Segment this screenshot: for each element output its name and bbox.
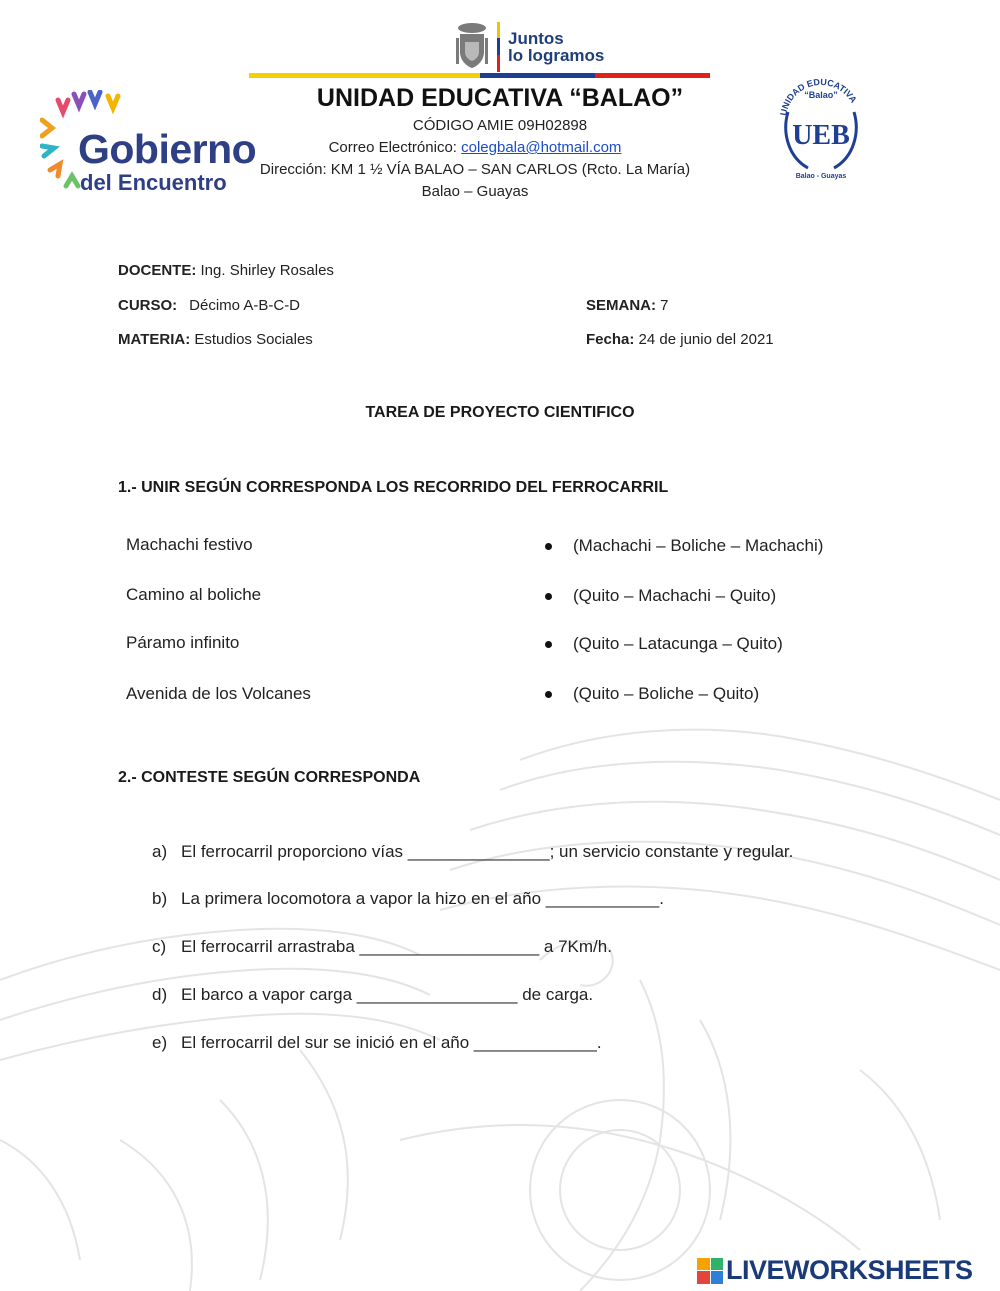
- liveworksheets-logo[interactable]: [697, 1255, 973, 1286]
- teacher-value: Ing. Shirley Rosales: [196, 262, 334, 279]
- liveworksheets-wordmark: LIVEWORKSHEETS: [726, 1255, 973, 1285]
- task-title: TAREA DE PROYECTO CIENTIFICO: [365, 404, 635, 421]
- course-label: CURSO:: [118, 297, 178, 314]
- match-right-item[interactable]: [545, 536, 823, 556]
- coat-of-arms-watermark: [0, 720, 1000, 1291]
- slogan-line-1: Juntos: [508, 29, 564, 48]
- address-line: Dirección: KM 1 ½ VÍA BALAO – SAN CARLOS (Rcto. La María): [259, 161, 691, 178]
- question-item[interactable]: [152, 889, 664, 909]
- route-text: (Quito – Latacunga – Quito): [573, 634, 783, 653]
- date-value: 24 de junio del 2021: [634, 331, 774, 348]
- subject-row: [118, 331, 313, 348]
- teacher-label: DOCENTE:: [118, 262, 197, 279]
- route-text: (Machachi – Boliche – Machachi): [573, 536, 824, 555]
- question-label: d): [152, 985, 168, 1004]
- date-row: [586, 331, 774, 348]
- svg-text:Balao - Guayas: Balao - Guayas: [795, 173, 847, 180]
- svg-text:UEB: UEB: [792, 120, 850, 151]
- bullet-icon: [545, 641, 552, 648]
- question-label: b): [152, 889, 168, 908]
- route-text: (Quito – Machachi – Quito): [573, 586, 777, 605]
- svg-text:UNIDAD EDUCATIVA: UNIDAD EDUCATIVA: [778, 76, 859, 117]
- question-label: c): [152, 937, 167, 956]
- question-item[interactable]: [152, 937, 612, 957]
- school-name-title: UNIDAD EDUCATIVA “BALAO”: [316, 84, 684, 112]
- question-item[interactable]: [152, 842, 793, 862]
- gobierno-wordmark: Gobierno: [78, 126, 257, 172]
- route-text: (Quito – Boliche – Quito): [573, 684, 760, 703]
- match-left-item[interactable]: Páramo infinito: [126, 633, 240, 652]
- flag-color-bar: [249, 73, 710, 78]
- question-label: a): [152, 842, 168, 861]
- week-value: 7: [656, 297, 669, 314]
- course-row: [118, 297, 300, 314]
- section-1-title: 1.- UNIR SEGÚN CORRESPONDA LOS RECORRIDO DEL FERROCARRIL: [118, 479, 669, 496]
- match-right-item[interactable]: [545, 634, 783, 654]
- course-value: Décimo A-B-C-D: [189, 297, 301, 314]
- section-2-title: 2.- CONTESTE SEGÚN CORRESPONDA: [118, 769, 421, 786]
- bullet-icon: [545, 691, 552, 698]
- question-text: El barco a vapor carga _________________ de carga.: [181, 985, 594, 1004]
- email-label: Correo Electrónico:: [328, 139, 462, 156]
- match-left-item[interactable]: Avenida de los Volcanes: [126, 684, 311, 703]
- question-text: La primera locomotora a vapor la hizo en el año ____________.: [181, 889, 664, 908]
- city-line: Balao – Guayas: [421, 183, 529, 200]
- week-label: SEMANA:: [586, 297, 656, 314]
- slogan-line-2: lo logramos: [508, 46, 605, 65]
- bullet-icon: [545, 543, 552, 550]
- question-text: El ferrocarril arrastraba ___________________ a 7Km/h.: [181, 937, 612, 956]
- question-text: El ferrocarril proporciono vías _______________; un servicio constante y regular.: [181, 842, 794, 861]
- date-label: Fecha:: [586, 331, 635, 348]
- subject-value: Estudios Sociales: [190, 331, 313, 348]
- question-item[interactable]: [152, 1033, 602, 1053]
- bullet-icon: [545, 593, 552, 600]
- match-left-item[interactable]: Machachi festivo: [126, 535, 253, 554]
- subject-label: MATERIA:: [118, 331, 191, 348]
- match-right-item[interactable]: [545, 586, 776, 606]
- del-encuentro-wordmark: del Encuentro: [80, 170, 227, 195]
- question-item[interactable]: [152, 985, 593, 1005]
- amie-code: CÓDIGO AMIE 09H02898: [412, 117, 588, 134]
- question-label: e): [152, 1033, 168, 1052]
- svg-text:“Balao”: “Balao”: [804, 90, 838, 100]
- match-right-item[interactable]: [545, 684, 759, 704]
- email-link[interactable]: colegbala@hotmail.com: [461, 139, 622, 156]
- week-row: [586, 297, 669, 314]
- match-left-item[interactable]: Camino al boliche: [126, 585, 262, 604]
- question-text: El ferrocarril del sur se inició en el año _____________.: [181, 1033, 602, 1052]
- school-seal-icon: [778, 62, 864, 182]
- liveworksheets-icon: [697, 1258, 723, 1284]
- juntos-lo-logramos-slogan: [508, 30, 604, 64]
- teacher-row: [118, 262, 334, 279]
